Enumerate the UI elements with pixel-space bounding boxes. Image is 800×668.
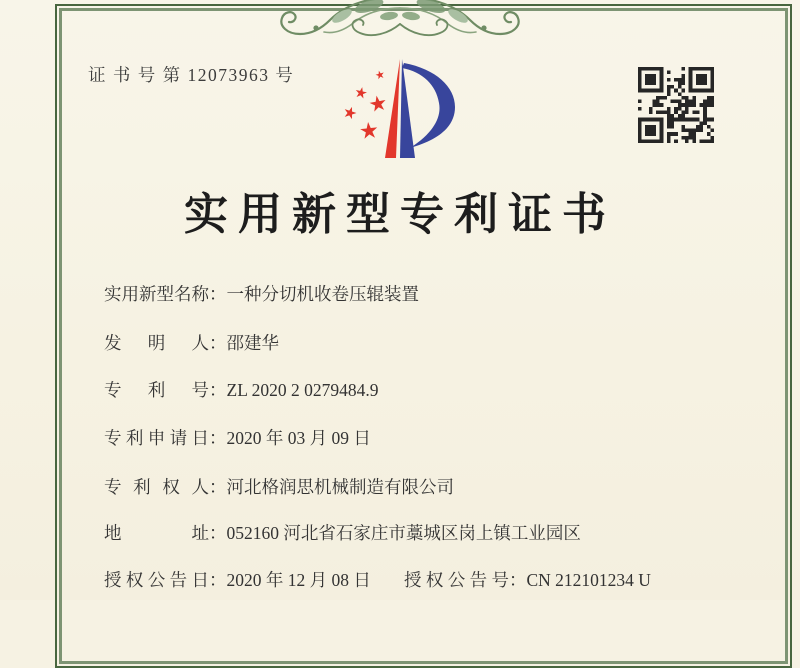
field-row-patentee bbox=[104, 477, 454, 499]
field-colon: ： bbox=[209, 570, 227, 590]
field-row-inventor bbox=[104, 333, 279, 355]
field-value: 2020 年 03 月 09 日 bbox=[226, 428, 371, 448]
field-label: 实用新型名称 bbox=[104, 284, 209, 304]
field-value: 052160 河北省石家庄市藁城区岗上镇工业园区 bbox=[226, 523, 581, 543]
field-row-application-date bbox=[104, 428, 371, 450]
field-label: 专利号 bbox=[104, 380, 209, 400]
field-label: 授权公告日 bbox=[104, 570, 209, 590]
field-value: CN 212101234 U bbox=[526, 570, 651, 590]
field-colon: ： bbox=[209, 284, 227, 304]
qr-code bbox=[638, 67, 714, 143]
field-value: 邵建华 bbox=[226, 333, 279, 353]
field-colon: ： bbox=[209, 477, 227, 497]
field-value: 2020 年 12 月 08 日 bbox=[226, 570, 371, 590]
field-colon: ： bbox=[209, 380, 227, 400]
field-label: 专利申请日 bbox=[104, 428, 209, 448]
field-value: 河北格润思机械制造有限公司 bbox=[226, 477, 454, 497]
field-label: 发明人 bbox=[104, 333, 209, 353]
field-colon: ： bbox=[209, 523, 227, 543]
field-label: 授权公告号 bbox=[404, 570, 509, 590]
field-row-address bbox=[104, 523, 581, 545]
field-row-grant-date bbox=[104, 570, 371, 592]
field-label: 地址 bbox=[104, 523, 209, 543]
field-value: ZL 2020 2 0279484.9 bbox=[226, 380, 379, 400]
field-row-patent-number bbox=[104, 380, 378, 402]
field-colon: ： bbox=[509, 570, 527, 590]
page-title: 实用新型专利证书 bbox=[184, 190, 616, 239]
cnipa-patent-logo-icon bbox=[338, 54, 468, 166]
field-value: 一种分切机收卷压辊装置 bbox=[226, 284, 419, 304]
field-colon: ： bbox=[209, 428, 227, 448]
field-label: 专利权人 bbox=[104, 477, 209, 497]
certificate-number: 证 书 号 第 12073963 号 bbox=[88, 65, 295, 85]
field-row-utility-model-name bbox=[104, 284, 419, 306]
field-row-grant-publication-number bbox=[404, 570, 651, 592]
field-colon: ： bbox=[209, 333, 227, 353]
floral-flourish-icon bbox=[272, 0, 528, 42]
